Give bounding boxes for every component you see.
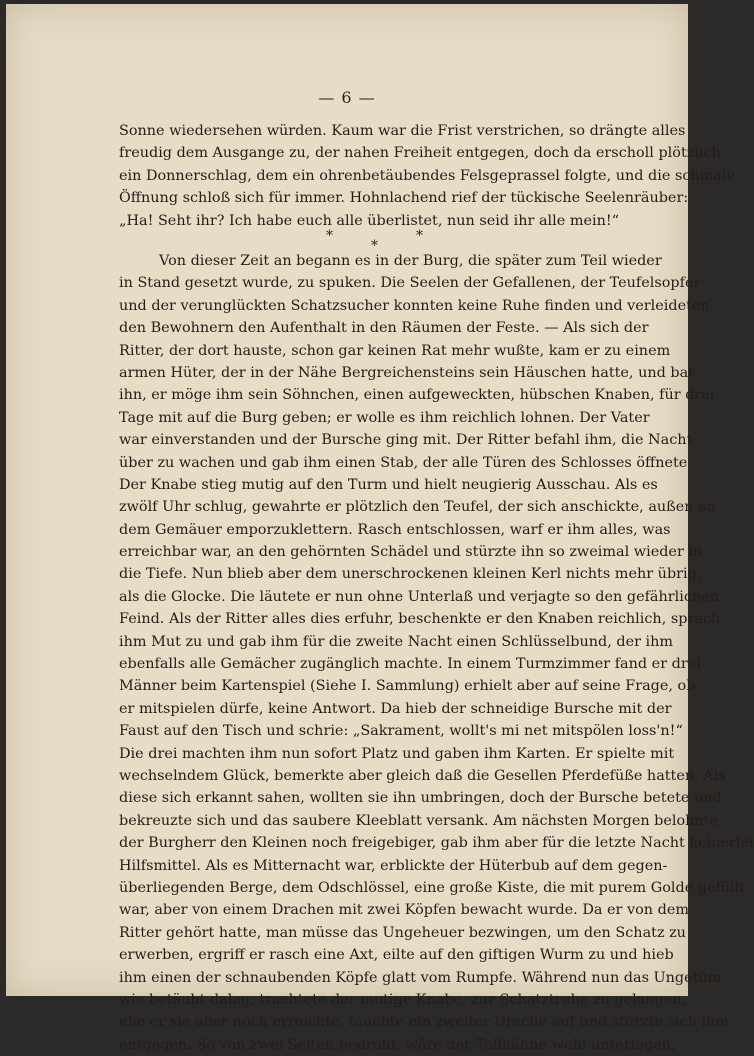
text-line: war, aber von einem Drachen mit zwei Köpfen bewacht wurde. Da er von dem xyxy=(119,902,689,919)
text-line: den Bewohnern den Aufenthalt in den Räumen der Feste. — Als sich der xyxy=(119,320,649,337)
text-line: wie betäubt dalag, trachtete der mutige Knabe, zur Schatztruhe zu gelangen, xyxy=(119,991,687,1008)
text-line: Feind. Als der Ritter alles dies erfuhr, beschenkte er den Knaben reichlich, sprach xyxy=(119,611,721,628)
text-line: diese sich erkannt sahen, wollten sie ihn umbringen, doch der Bursche betete und xyxy=(119,790,722,807)
text-line: Sonne wiedersehen würden. Kaum war die Frist verstrichen, so drängte alles xyxy=(119,123,686,139)
text-line: Von dieser Zeit an begann es in der Burg, die später zum Teil wieder xyxy=(159,253,662,269)
text-line: er mitspielen dürfe, keine Antwort. Da hieb der schneidige Bursche mit der xyxy=(119,700,672,717)
text-line: war einverstanden und der Bursche ging mit. Der Ritter befahl ihm, die Nacht xyxy=(119,432,693,449)
text-line: ihm einen der schnaubenden Köpfe glatt vom Rumpfe. Während nun das Ungetüm xyxy=(119,969,722,986)
text-line: ehe er sie aber noch erreichte, tauchte ein zweiter Drache auf und stürzte sich ihm xyxy=(119,1014,729,1031)
text-line: bekreuzte sich und das saubere Kleeblatt versank. Am nächsten Morgen belohnte xyxy=(119,812,719,829)
asterisk: * xyxy=(326,228,333,244)
text-line: Männer beim Kartenspiel (Siehe I. Sammlung) erhielt aber auf seine Frage, ob xyxy=(119,678,696,695)
asterisk: * xyxy=(416,228,423,244)
asterisk: * xyxy=(371,238,378,254)
text-line: Öffnung schloß sich für immer. Hohnlachend rief der tückische Seelenräuber: xyxy=(119,190,689,207)
text-line: ein Donnerschlag, dem ein ohrenbetäubendes Felsgeprassel folgte, und die schmale xyxy=(119,167,736,184)
text-line: wechselndem Glück, bemerkte aber gleich daß die Gesellen Pferdefüße hatten. Als xyxy=(119,767,726,784)
paragraph-2 xyxy=(119,250,754,1056)
page-number: — 6 — xyxy=(318,88,376,107)
text-line: zwölf Uhr schlug, gewahrte er plötzlich den Teufel, der sich anschickte, außen an xyxy=(119,499,716,516)
text-line: ebenfalls alle Gemächer zugänglich machte. In einem Turmzimmer fand er drei xyxy=(119,656,701,673)
text-line: über zu wachen und gab ihm einen Stab, der alle Türen des Schlosses öffnete. xyxy=(119,454,692,471)
text-line: dem Gemäuer emporzuklettern. Rasch entschlossen, warf er ihm alles, was xyxy=(119,521,671,538)
text-line: erwerben, ergriff er rasch eine Axt, eilte auf den giftigen Wurm zu und hieb xyxy=(119,947,674,964)
text-line: entgegen. So von zwei Seiten bedroht, wäre der Tollkühne wohl unterlegen, xyxy=(119,1036,676,1053)
text-line: „Ha! Seht ihr? Ich habe euch alle überlistet, nun seid ihr alle mein!“ xyxy=(119,212,620,229)
text-line: Ritter, der dort hauste, schon gar keinen Rat mehr wußte, kam er zu einem xyxy=(119,342,671,359)
text-line: der Burgherr den Kleinen noch freigebiger, gab ihm aber für die letzte Nacht keinerlei xyxy=(119,835,754,852)
text-line: ihm Mut zu und gab ihm für die zweite Nacht einen Schlüsselbund, der ihm xyxy=(119,633,674,650)
text-line: Hilfsmittel. Als es Mitternacht war, erblickte der Hüterbub auf dem gegen- xyxy=(119,857,668,874)
text-line: ihn, er möge ihm sein Söhnchen, einen aufgeweckten, hübschen Knaben, für drei xyxy=(119,387,715,404)
text-line: in Stand gesetzt wurde, zu spuken. Die Seelen der Gefallenen, der Teufelsopfer xyxy=(119,275,701,292)
paragraph-1 xyxy=(119,120,736,232)
text-line: Der Knabe stieg mutig auf den Turm und hielt neugierig Ausschau. Als es xyxy=(119,476,658,493)
text-line: die Tiefe. Nun blieb aber dem unerschrockenen kleinen Kerl nichts mehr übrig, xyxy=(119,566,702,583)
text-line: freudig dem Ausgange zu, der nahen Freiheit entgegen, doch da erscholl plötzlich xyxy=(119,145,721,162)
book-page xyxy=(6,4,754,1053)
text-line: überliegenden Berge, dem Odschlössel, eine große Kiste, die mit purem Golde gefüllt xyxy=(119,879,746,896)
text-line: Faust auf den Tisch und schrie: „Sakrament, wollt's mi net mitspölen loss'n!“ xyxy=(119,723,683,740)
text-line: erreichbar war, an den gehörnten Schädel und stürzte ihn so zweimal wieder in xyxy=(119,544,703,561)
text-line: und der verunglückten Schatzsucher konnten keine Ruhe finden und verleideten xyxy=(119,297,710,314)
text-line: Tage mit auf die Burg geben; er wolle es ihm reichlich lohnen. Der Vater xyxy=(119,409,650,426)
text-line: als die Glocke. Die läutete er nun ohne Unterlaß und verjagte so den gefährlichen xyxy=(119,588,719,605)
text-line: armen Hüter, der in der Nähe Bergreichensteins sein Häuschen hatte, und bat xyxy=(119,364,694,381)
text-line: Die drei machten ihm nun sofort Platz und gaben ihm Karten. Er spielte mit xyxy=(119,745,675,762)
text-line: Ritter gehört hatte, man müsse das Ungeheuer bezwingen, um den Schatz zu xyxy=(119,924,686,941)
